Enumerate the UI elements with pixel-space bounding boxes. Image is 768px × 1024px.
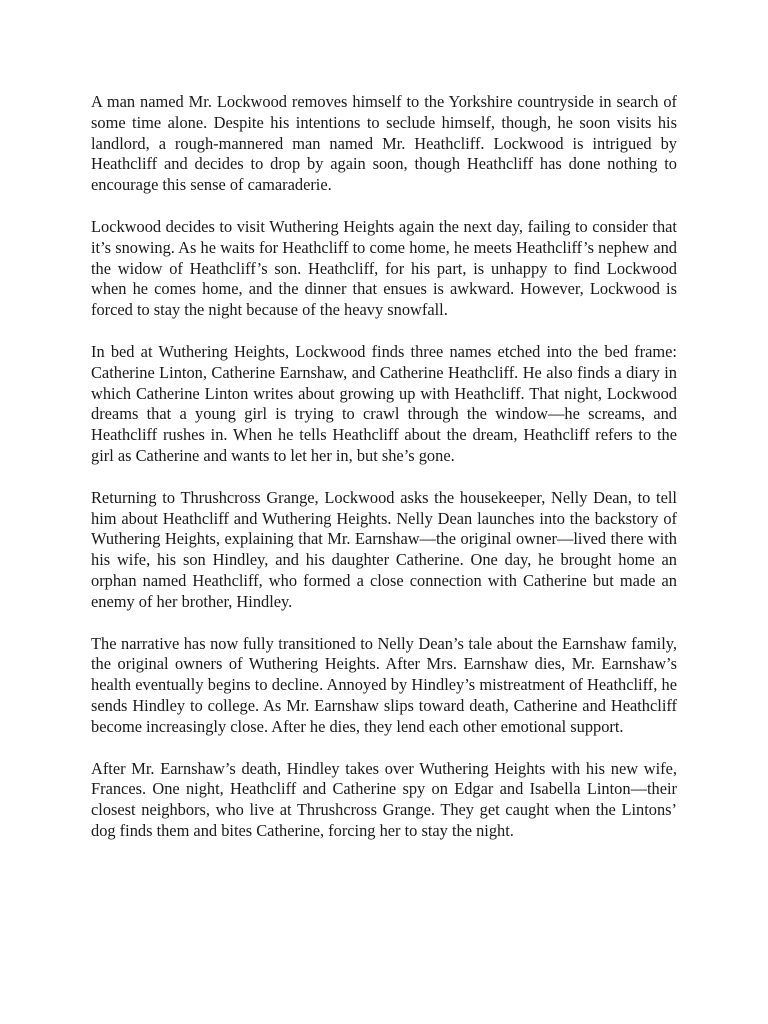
paragraph-6: After Mr. Earnshaw’s death, Hindley takes over Wuthering Heights with his new wife, Frances. One night, Heathcliff and Catherine spy on Edgar and Isabella Linton—their closest neighbors, who live at Thrushcross Grange. They get caught when the Lintons’ dog finds them and bites Catherine, forcing her to stay the night.	[91, 758, 677, 840]
paragraph-2: Lockwood decides to visit Wuthering Heights again the next day, failing to consider that it’s snowing. As he waits for Heathcliff to come home, he meets Heathcliff’s nephew and the widow of Heathcliff’s son. Heathcliff, for his part, is unhappy to find Lockwood when he comes home, and the dinner that ensues is awkward. However, Lockwood is forced to stay the night because of the heavy snowfall.	[91, 216, 677, 320]
paragraph-3: In bed at Wuthering Heights, Lockwood finds three names etched into the bed frame: Catherine Linton, Catherine Earnshaw, and Catherine Heathcliff. He also finds a diary in which Catherine Linton writes about growing up with Heathcliff. That night, Lockwood dreams that a young girl is trying to crawl through the window—he screams, and Heathcliff rushes in. When he tells Heathcliff about the dream, Heathcliff refers to the girl as Catherine and wants to let her in, but she’s gone.	[91, 341, 677, 465]
paragraph-5: The narrative has now fully transitioned to Nelly Dean’s tale about the Earnshaw family, the original owners of Wuthering Heights. After Mrs. Earnshaw dies, Mr. Earnshaw’s health eventually begins to decline. Annoyed by Hindley’s mistreatment of Heathcliff, he sends Hindley to college. As Mr. Earnshaw slips toward death, Catherine and Heathcliff become increasingly close. After he dies, they lend each other emotional support.	[91, 633, 677, 736]
paragraph-1: A man named Mr. Lockwood removes himself to the Yorkshire countryside in search of some time alone. Despite his intentions to seclude himself, though, he soon visits his landlord, a rough-mannered man named Mr. Heathcliff. Lockwood is intrigued by Heathcliff and decides to drop by again soon, though Heathcliff has done nothing to encourage this sense of camaraderie.	[91, 92, 677, 195]
paragraph-4: Returning to Thrushcross Grange, Lockwood asks the housekeeper, Nelly Dean, to tell him about Heathcliff and Wuthering Heights. Nelly Dean launches into the backstory of Wuthering Heights, explaining that Mr. Earnshaw—the original owner—lived there with his wife, his son Hindley, and his daughter Catherine. One day, he brought home an orphan named Heathcliff, who formed a close connection with Catherine but made an enemy of her brother, Hindley.	[91, 487, 677, 611]
